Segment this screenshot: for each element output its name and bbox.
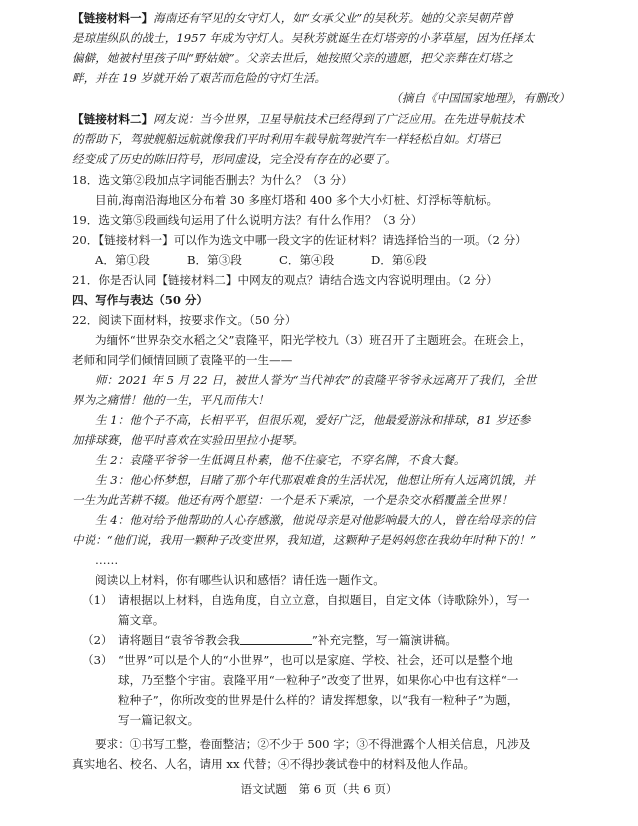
q22-option-1 — [82, 590, 570, 630]
option-c: C．第④段 — [279, 253, 335, 267]
question-21: 21．你是否认同【链接材料二】中网友的观点？请结合选文内容说明理由。（2 分） — [72, 273, 498, 287]
ellipsis: …… — [95, 553, 119, 567]
student-1-line: 加排球赛，他平时喜欢在实验田里拉小提琴。 — [72, 433, 304, 447]
section-four-title: 四、写作与表达（50 分） — [72, 293, 209, 307]
q22-prompt: 阅读以上材料，你有哪些认识和感悟？请任选一题作文。 — [95, 573, 385, 587]
requirements-line: 真实地名、校名、人名，请用 xx 代替；④不得抄袭试卷中的材料及他人作品。 — [72, 757, 476, 771]
requirements-line: 要求：①书写工整，卷面整洁；②不少于 500 字；③不得泄露个人相关信息，凡涉及 — [95, 737, 531, 751]
question-19: 19．选文第⑤段画线句运用了什么说明方法？有什么作用？（3 分） — [72, 213, 423, 227]
option-line: 请根据以上材料，自选角度，自立立意，自拟题目，自定文体（诗歌除外），写一 — [118, 593, 530, 607]
option-number: （3） — [82, 653, 113, 667]
student-2-line: 生 2：袁隆平爷爷一生低调且朴素，他不住豪宅，不穿名牌，不食大餐。 — [95, 453, 466, 467]
material-two-label: 【链接材料二】 — [72, 112, 154, 126]
question-22: 22．阅读下面材料，按要求作文。（50 分） — [72, 313, 297, 327]
question-18-to-21 — [72, 170, 570, 774]
option-line: 请将题目“袁爷爷教会我 — [118, 633, 240, 647]
option-line: 写一篇记叙文。 — [118, 713, 200, 727]
option-line: 球，乃至整个宇宙。袁隆平用“一粒种子”改变了世界，如果你心中也有这样“一 — [118, 673, 519, 687]
q22-option-3 — [82, 650, 570, 730]
student-1-line: 生 1：他个子不高，长相平平，但很乐观，爱好广泛，他最爱游泳和排球，81 岁还参 — [95, 413, 531, 427]
q22-option-2 — [82, 630, 570, 650]
material-two-line: 经变成了历史的陈旧符号，形同虚设，完全没有存在的必要了。 — [72, 152, 397, 166]
material-one — [72, 8, 570, 108]
option-line: 篇文章。 — [118, 613, 165, 627]
material-two — [72, 109, 570, 169]
question-20: 20．【链接材料一】可以作为选文中哪一段文字的佐证材料？请选择恰当的一项。（2 分） — [72, 233, 527, 247]
material-one-line: 海南还有罕见的女守灯人，如“女承父业”的吴秋芳。她的父亲吴朝芹曾 — [153, 11, 513, 25]
page-footer: 语文试题 第 6 页（共 6 页） — [240, 782, 398, 796]
question-18-quote: 目前,海南沿海地区分布着 30 多座灯塔和 400 多个大小灯桩、灯浮标等航标。 — [95, 193, 499, 207]
student-3-line: 一生为此苦耕不辍。他还有两个愿望：一个是禾下乘凉，一个是杂交水稻覆盖全世界！ — [72, 493, 513, 507]
option-line: 粒种子”，你所改变的世界是什么样的？请发挥想象，以“我有一粒种子”为题， — [118, 693, 519, 707]
option-line: ”补充完整，写一篇演讲稿。 — [311, 633, 457, 647]
question-18: 18．选文第②段加点字词能否删去？为什么？（3 分） — [72, 173, 353, 187]
material-one-line: 畔，并在 19 岁就开始了艰苦而危险的守灯生活。 — [72, 71, 326, 85]
option-d: D．第⑥段 — [371, 253, 427, 267]
q22-options — [72, 590, 570, 730]
student-4-line: 中说：“他们说，我用一颗种子改变世界，我知道，这颗种子是妈妈您在我幼年时种下的！” — [72, 533, 537, 547]
option-b: B．第③段 — [187, 253, 242, 267]
fill-blank — [240, 632, 312, 645]
material-one-source: （摘自《中国国家地理》，有删改） — [390, 91, 570, 105]
material-two-line: 网友说：当今世界，卫星导航技术已经得到了广泛应用。在先进导航技术 — [153, 112, 525, 126]
q22-intro-line: 为缅怀“世界杂交水稻之父”袁隆平，阳光学校九（3）班召开了主题班会。在班会上， — [95, 333, 532, 347]
student-4-line: 生 4：他对给予他帮助的人心存感激，他说母亲是对他影响最大的人，曾在给母亲的信 — [95, 513, 536, 527]
option-a: A．第①段 — [95, 253, 150, 267]
option-number: （2） — [82, 633, 113, 647]
student-3-line: 生 3：他心怀梦想，目睹了那个年代那艰难食的生活状况，他想让所有人远离饥饿，并 — [95, 473, 536, 487]
teacher-line: 师：2021 年 5 月 22 日，被世人誉为“当代神农”的袁隆平爷爷永远离开了我们，全世 — [95, 373, 537, 387]
material-one-line: 是琼崖纵队的战士，1957 年成为守灯人。吴秋芳就诞生在灯塔旁的小茅草屋，因为任择太 — [72, 31, 535, 45]
question-20-options — [72, 250, 570, 270]
teacher-line: 界为之痛惜！他的一生，平凡而伟大！ — [72, 393, 270, 407]
material-one-label: 【链接材料一】 — [72, 11, 154, 25]
q22-intro-line: 老师和同学们倾情回顾了袁隆平的一生—— — [72, 353, 293, 367]
option-number: （1） — [82, 593, 113, 607]
material-two-line: 的帮助下，驾驶舰船远航就像我们平时利用车载导航驾驶汽车一样轻松自如。灯塔已 — [72, 132, 501, 146]
option-line: “世界”可以是个人的“小世界”，也可以是家庭、学校、社会，还可以是整个地 — [118, 653, 513, 667]
material-one-line: 偏僻，她被村里孩子叫“野姑娘”。父亲去世后，她按照父亲的遗愿，把父亲葬在灯塔之 — [72, 51, 513, 65]
